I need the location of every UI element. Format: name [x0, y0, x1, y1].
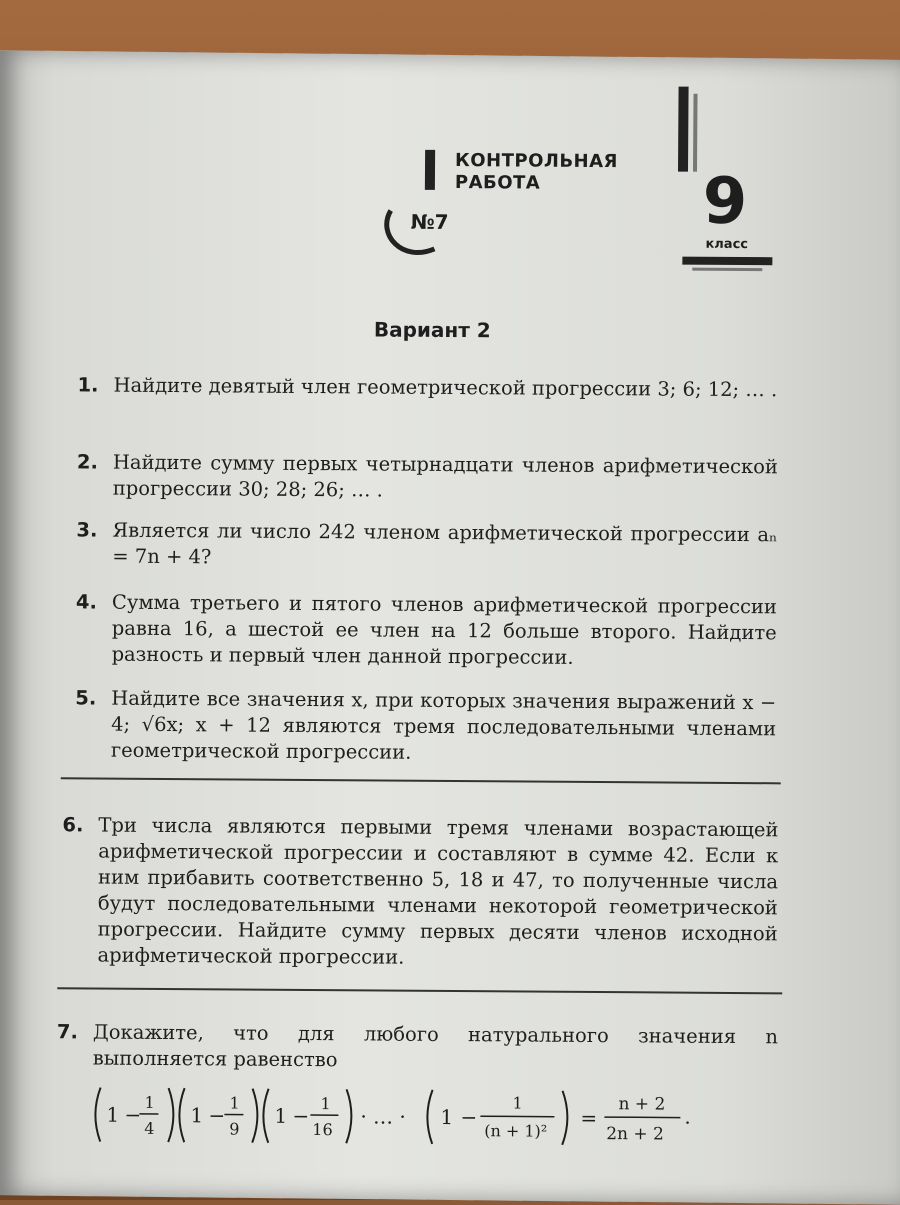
header-line-bottom-shadow [692, 268, 762, 271]
fraction-denominator: 16 [312, 1120, 332, 1139]
section-divider-1 [61, 777, 781, 784]
formula-minus: − [292, 1104, 309, 1128]
task-text: Сумма третьего и пятого членов арифметической прогрессии равна 16, а шестой ее член на 12 больше второго. Найдите разность и первый член данной прогрессии. [112, 591, 778, 669]
header-bar-left [425, 150, 435, 190]
task-number: 5. [75, 685, 96, 711]
formula-dots: · … · [360, 1104, 406, 1128]
fraction-numerator: 1 [229, 1093, 239, 1112]
task-text: Найдите сумму первых четырнадцати членов арифметической прогрессии 30; 28; 26; … . [113, 451, 778, 502]
formula-minus: − [208, 1103, 225, 1127]
formula-minus: − [460, 1105, 477, 1129]
product-formula [88, 1079, 728, 1153]
task-2 [113, 450, 778, 507]
fraction-denominator: (n + 1)² [484, 1121, 547, 1140]
work-title-line1: КОНТРОЛЬНАЯ [455, 150, 618, 173]
variant-heading: Вариант 2 [374, 317, 491, 342]
fraction-numerator: 1 [144, 1093, 154, 1112]
formula-one: 1 [106, 1103, 119, 1127]
formula-one: 1 [274, 1104, 287, 1128]
task-text: Три числа являются первыми тремя членами возрастающей арифметической прогрессии и составляют в сумме 42. Если к ним прибавить соответственно 5, 18 и 47, то полученные числа будут последовательными членами некоторой геометрической прогрессии. Найдите сумму первых десяти членов исходной арифметической прогрессии. [97, 814, 778, 969]
task-number: 6. [62, 812, 83, 838]
formula-one: 1 [190, 1103, 203, 1127]
task-number: 7. [57, 1019, 78, 1045]
formula-equals: = [580, 1106, 597, 1130]
factor-3 [263, 1089, 351, 1144]
grade-number: 9 [703, 170, 748, 234]
header-bar-right-shadow [693, 94, 698, 172]
fraction-denominator: 9 [229, 1119, 239, 1138]
grade-label: класс [705, 237, 748, 252]
task-text: Найдите девятый член геометрической прогрессии 3; 6; 12; … . [113, 374, 777, 402]
task-4 [112, 590, 778, 673]
formula-minus: − [124, 1103, 141, 1127]
header-line-bottom [682, 257, 772, 266]
task-text: Докажите, что для любого натурального значения n выполняется равенство [93, 1021, 778, 1072]
fraction-numerator: 1 [512, 1093, 522, 1112]
factor-1 [95, 1088, 173, 1143]
fraction-numerator: 1 [320, 1094, 330, 1113]
task-number: 2. [77, 449, 98, 475]
task-7 [93, 1020, 778, 1077]
work-number: №7 [411, 210, 449, 234]
fraction-denominator: 4 [144, 1119, 154, 1138]
task-text: Является ли число 242 членом арифметической прогрессии aₙ = 7n + 4? [112, 519, 777, 569]
task-number: 1. [77, 372, 98, 398]
task-text: Найдите все значения x, при которых значения выражений x − 4; √6x; x + 12 являются тремя последовательными членами геометрической прогрессии. [111, 687, 777, 764]
formula-period: . [684, 1105, 691, 1129]
fraction-denominator: 2n + 2 [606, 1124, 664, 1144]
section-divider-2 [57, 987, 782, 994]
task-6 [97, 813, 778, 974]
factor-4 [427, 1090, 567, 1145]
task-1 [113, 373, 778, 404]
factor-2 [179, 1088, 257, 1143]
formula-one: 1 [440, 1105, 453, 1129]
task-3 [112, 518, 777, 575]
task-5 [111, 686, 777, 769]
rhs-fraction [604, 1094, 680, 1145]
fraction-numerator: n + 2 [618, 1094, 665, 1114]
task-number: 3. [76, 517, 97, 543]
header-bar-right [678, 87, 689, 172]
work-title-line2: РАБОТА [455, 172, 618, 195]
task-number: 4. [76, 589, 97, 615]
work-title [455, 150, 618, 195]
